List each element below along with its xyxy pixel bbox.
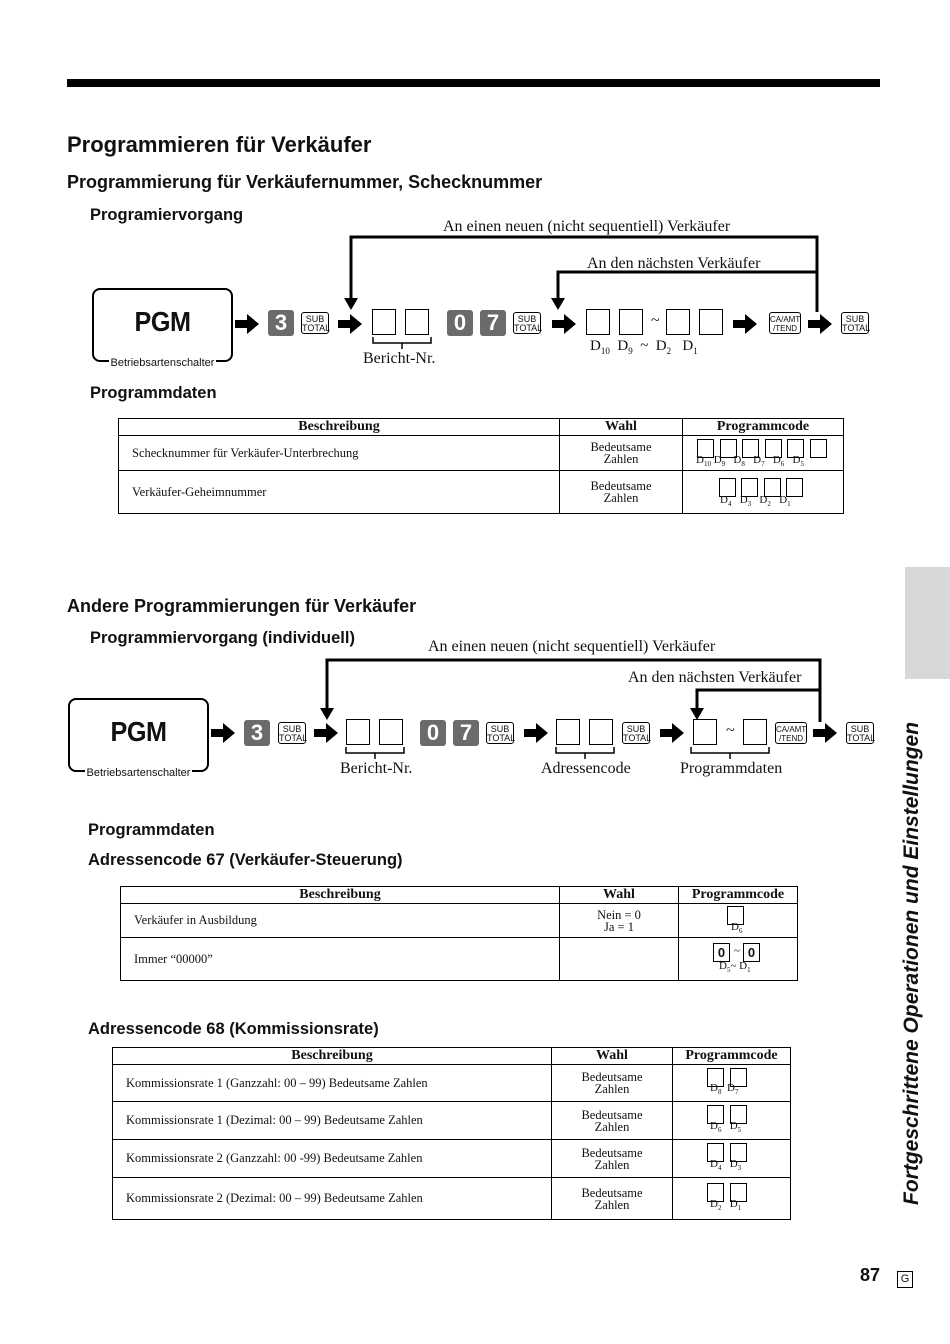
digit-box[interactable] <box>379 719 403 745</box>
digit-box[interactable] <box>666 309 690 335</box>
section1-subtitle: Programmierung für Verkäufernummer, Schecknummer <box>67 172 543 192</box>
row-code: $D_{10}$ $D_9$ $D_8$ $D_7$ $D_6$ $D_5$ <box>683 436 844 471</box>
key-3[interactable]: 3 <box>244 720 270 746</box>
address-code-label: Adressencode <box>541 760 631 777</box>
pgm-label: PGM <box>134 306 191 337</box>
key-0[interactable]: 0 <box>447 310 473 336</box>
pgm-mode-key[interactable] <box>92 288 233 369</box>
row-code: $D_2$ $D_1$ <box>673 1178 791 1220</box>
row-code: $D_4$ $D_3$ $D_2$ $D_1$ <box>683 471 844 514</box>
table-row <box>113 1140 791 1178</box>
subtotal-key[interactable]: SUB TOTAL <box>302 314 331 333</box>
row-choice: Bedeutsame Zahlen <box>560 471 683 514</box>
row-desc: Verkäufer-Geheimnummer <box>119 471 560 514</box>
col-header: Programmcode <box>683 419 844 436</box>
chapter-tab <box>905 567 950 679</box>
arrow-icon <box>235 314 259 334</box>
subtotal-key[interactable]: SUB TOTAL <box>279 724 308 743</box>
row-code: $D_6$ $D_5$ <box>673 1102 791 1140</box>
row-code: $D_6$ <box>679 904 798 938</box>
arrow-icon <box>211 723 235 743</box>
row-choice <box>560 938 679 981</box>
table-row <box>119 471 844 514</box>
table-row <box>119 436 844 471</box>
row-code: $D_4$ $D_3$ <box>673 1140 791 1178</box>
program-table-68 <box>112 1047 791 1220</box>
digit-box[interactable] <box>405 309 429 335</box>
tilde: ~ <box>651 312 660 329</box>
subtotal-key[interactable]: SUB TOTAL <box>487 724 516 743</box>
col-header: Beschreibung <box>121 887 560 904</box>
arrow-icon <box>813 723 837 743</box>
flow1-loop-new-label: An einen neuen (nicht sequentiell) Verkäufer <box>443 218 731 235</box>
arrow-icon <box>733 314 757 334</box>
mode-switch-label: Betriebsartenschalter <box>86 767 191 779</box>
flow1-loop-next-label: An den nächsten Verkäufer <box>587 255 761 272</box>
row-choice: Bedeutsame Zahlen <box>552 1140 673 1178</box>
arrow-icon <box>808 314 832 334</box>
key-3[interactable]: 3 <box>268 310 294 336</box>
ca-amt-tend-key[interactable]: CA/AMT /TEND <box>775 722 807 744</box>
digit-box[interactable] <box>556 719 580 745</box>
subtotal-key[interactable]: SUB TOTAL <box>842 314 871 333</box>
digit-box[interactable] <box>589 719 613 745</box>
pgm-label: PGM <box>110 716 167 747</box>
subtotal-key[interactable]: SUB TOTAL <box>623 724 652 743</box>
col-header: Wahl <box>560 887 679 904</box>
row-desc: Kommissionsrate 1 (Ganzzahl: 00 – 99) Bedeutsame Zahlen <box>113 1065 552 1102</box>
table-row <box>121 904 798 938</box>
report-no-label: Bericht-Nr. <box>340 760 413 777</box>
section2-title: Andere Programmierungen für Verkäufer <box>67 596 417 616</box>
table-row <box>113 1178 791 1220</box>
program-table-67 <box>120 886 798 981</box>
ca-amt-tend-key[interactable]: CA/AMT /TEND <box>769 312 801 334</box>
flow2-loop-next-label: An den nächsten Verkäufer <box>628 669 802 686</box>
pgm-mode-key[interactable] <box>68 698 209 779</box>
subtotal-key[interactable]: SUB TOTAL <box>514 314 543 333</box>
report-no-label: Bericht-Nr. <box>363 350 436 367</box>
digit-box[interactable] <box>619 309 643 335</box>
arrow-icon <box>314 723 338 743</box>
row-desc: Kommissionsrate 1 (Dezimal: 00 – 99) Bedeutsame Zahlen <box>113 1102 552 1140</box>
program-data-label: Programmdaten <box>680 760 783 777</box>
digit-box[interactable] <box>372 309 396 335</box>
arrow-icon <box>338 314 362 334</box>
row-choice: Bedeutsame Zahlen <box>552 1102 673 1140</box>
digit-box[interactable] <box>743 719 767 745</box>
row-choice: Bedeutsame Zahlen <box>552 1065 673 1102</box>
tilde: ~ <box>726 722 735 739</box>
key-7[interactable]: 7 <box>453 720 479 746</box>
col-header: Wahl <box>552 1048 673 1065</box>
row-choice: Bedeutsame Zahlen <box>560 436 683 471</box>
row-desc: Verkäufer in Ausbildung <box>121 904 560 938</box>
section1-data-heading: Programmdaten <box>90 384 217 402</box>
addr68-heading: Adressencode 68 (Kommissionsrate) <box>88 1020 379 1038</box>
row-choice: Nein = 0 Ja = 1 <box>560 904 679 938</box>
arrow-icon <box>524 723 548 743</box>
row-desc: Kommissionsrate 2 (Ganzzahl: 00 -99) Bedeutsame Zahlen <box>113 1140 552 1178</box>
table-row <box>113 1065 791 1102</box>
digits-label: $D_{10}$ $D_9$ ~ $D_2$ $D_1$ <box>590 338 698 356</box>
digit-box[interactable] <box>693 719 717 745</box>
arrow-icon <box>660 723 684 743</box>
page-number: 87 <box>860 1265 881 1285</box>
digit-box[interactable] <box>346 719 370 745</box>
table-row <box>121 938 798 981</box>
section1-title: Programmieren für Verkäufer <box>67 132 372 157</box>
row-choice: Bedeutsame Zahlen <box>552 1178 673 1220</box>
language-badge: G <box>897 1271 913 1288</box>
table-row <box>113 1102 791 1140</box>
key-7[interactable]: 7 <box>480 310 506 336</box>
section2-procedure-heading: Programmiervorgang (individuell) <box>90 629 355 647</box>
section2-data-heading: Programmdaten <box>88 821 215 839</box>
row-code: 0 ~ 0 $D_5\sim$ $D_1$ <box>679 938 798 981</box>
arrow-icon <box>552 314 576 334</box>
col-header: Beschreibung <box>119 419 560 436</box>
col-header: Beschreibung <box>113 1048 552 1065</box>
row-code: $D_8$ $D_7$ <box>673 1065 791 1102</box>
col-header: Programmcode <box>679 887 798 904</box>
digit-box[interactable] <box>699 309 723 335</box>
row-desc: Immer “00000” <box>121 938 560 981</box>
section1-procedure-heading: Programiervorgang <box>90 206 244 224</box>
flow2-loop-new-label: An einen neuen (nicht sequentiell) Verkäufer <box>428 638 716 655</box>
row-desc: Schecknummer für Verkäufer-Unterbrechung <box>119 436 560 471</box>
addr67-heading: Adressencode 67 (Verkäufer-Steuerung) <box>88 851 403 869</box>
row-desc: Kommissionsrate 2 (Dezimal: 00 – 99) Bedeutsame Zahlen <box>113 1178 552 1220</box>
program-table-1 <box>118 418 844 514</box>
key-0[interactable]: 0 <box>420 720 446 746</box>
chapter-label: Fortgeschrittene Operationen und Einstellungen <box>900 721 923 1205</box>
col-header: Wahl <box>560 419 683 436</box>
digit-box[interactable] <box>586 309 610 335</box>
mode-switch-label: Betriebsartenschalter <box>110 357 215 369</box>
col-header: Programmcode <box>673 1048 791 1065</box>
subtotal-key[interactable]: SUB TOTAL <box>847 724 876 743</box>
